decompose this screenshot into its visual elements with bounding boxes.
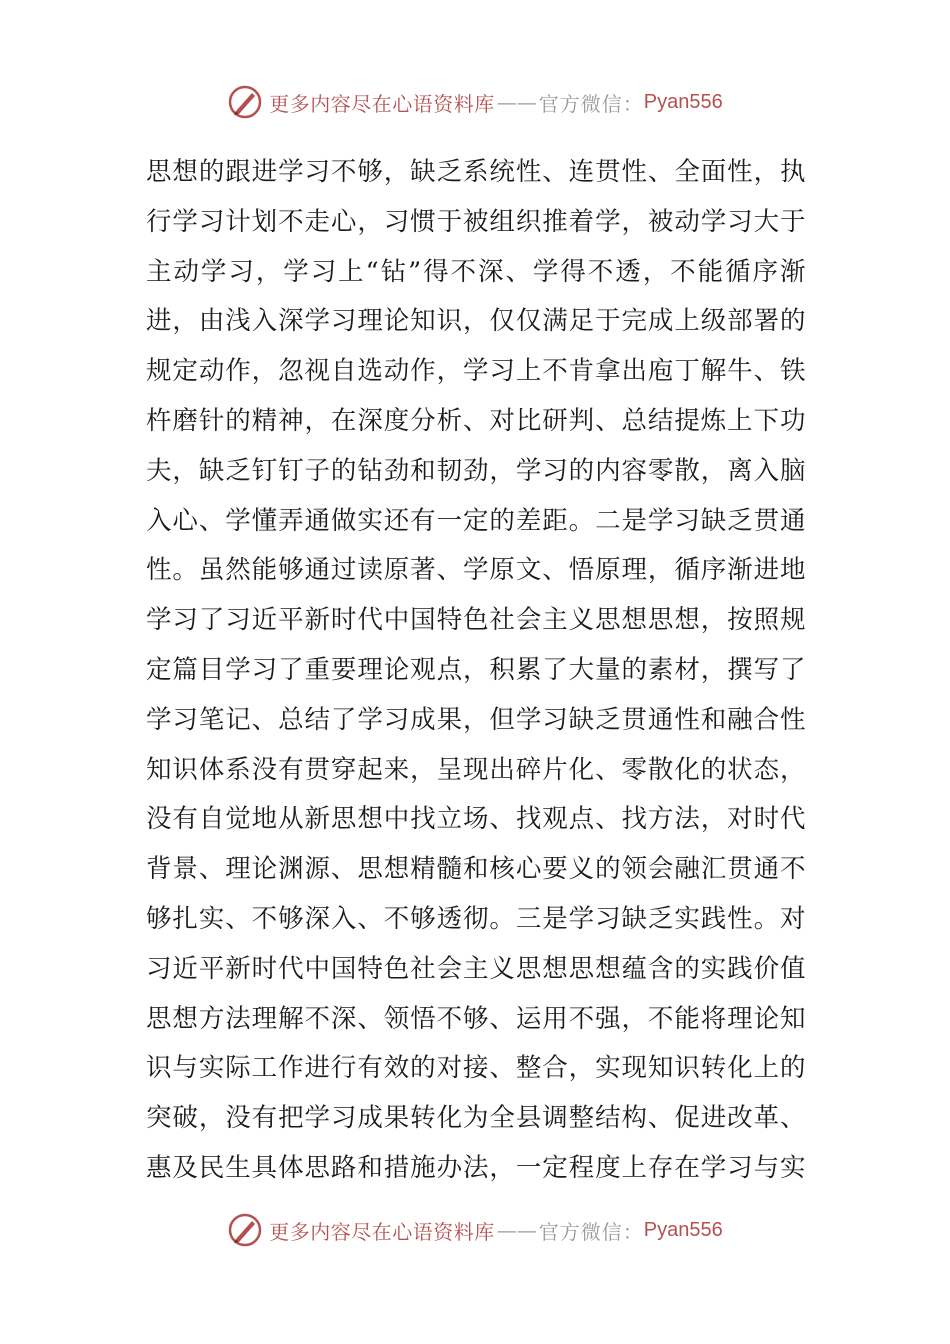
pen-logo-icon [227,84,263,120]
footer-banner [0,1210,950,1250]
body-line: 没有自觉地从新思想中找立场、找观点、找方法，对时代 [146,804,806,835]
body-line: 惠及民生具体思路和措施办法，一定程度上存在学习与实 [146,1152,806,1183]
body-line: 思想的跟进学习不够，缺乏系统性、连贯性、全面性，执 [146,157,806,187]
body-line: 背景、理论渊源、思想精髓和核心要义的领会融汇贯通不 [146,854,806,885]
wechat-label: 官方微信： [538,91,644,116]
wechat-id: Pyan556 [643,1218,723,1241]
wechat-label: 官方微信： [538,1219,644,1244]
body-line: 识与实际工作进行有效的对接、整合，实现知识转化上的 [146,1053,806,1084]
body-line: 入心、学懂弄通做实还有一定的差距。二是学习缺乏贯通 [146,505,806,536]
banner-title: 更多内容尽在心语资料库 [269,1219,495,1244]
banner-title: 更多内容尽在心语资料库 [269,91,495,116]
wechat-id: Pyan556 [643,90,723,113]
body-line: 进，由浅入深学习理论知识，仅仅满足于完成上级部署的 [146,306,806,337]
banner-separator: —— [496,1218,537,1242]
body-line: 习近平新时代中国特色社会主义思想思想蕴含的实践价值 [146,953,806,984]
body-line: 学习了习近平新时代中国特色社会主义思想思想，按照规 [146,605,806,636]
body-line: 知识体系没有贯穿起来，呈现出碎片化、零散化的状态， [146,754,806,785]
body-line: 行学习计划不走心，习惯于被组织推着学，被动学习大于 [146,206,806,237]
header-banner [0,82,950,122]
body-line: 够扎实、不够深入、不够透彻。三是学习缺乏实践性。对 [146,903,806,934]
body-line: 性。虽然能够通过读原著、学原文、悟原理，循序渐进地 [146,555,806,586]
pen-logo-icon [227,1212,263,1248]
body-line: 突破，没有把学习成果转化为全县调整结构、促进改革、 [146,1103,806,1134]
document-body [146,148,806,1194]
body-line: 规定动作，忽视自选动作，学习上不肯拿出庖丁解牛、铁 [146,356,806,387]
body-line: 主动学习，学习上“钻”得不深、学得不透，不能循序渐 [146,256,806,287]
body-line: 学习笔记、总结了学习成果，但学习缺乏贯通性和融合性 [146,704,806,735]
body-line: 夫，缺乏钉钉子的钻劲和韧劲，学习的内容零散，离入脑 [146,455,806,486]
body-line: 思想方法理解不深、领悟不够、运用不强，不能将理论知 [146,1003,806,1034]
banner-separator: —— [496,90,537,114]
body-line: 定篇目学习了重要理论观点，积累了大量的素材，撰写了 [146,654,806,685]
body-line: 杵磨针的精神，在深度分析、对比研判、总结提炼上下功 [146,405,806,436]
